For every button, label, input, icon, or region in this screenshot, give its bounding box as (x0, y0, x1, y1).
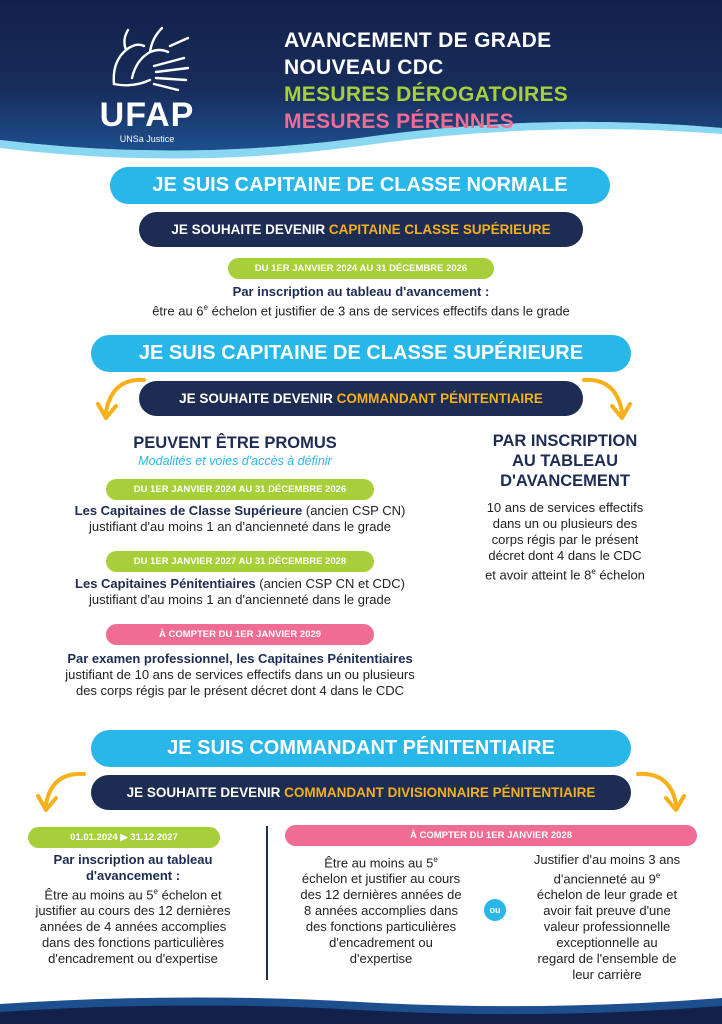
section3-far-line7: regard de l'ensemble de (537, 951, 677, 967)
section2-left-subheading: Modalités et voies d'accès à définir (138, 454, 332, 468)
section2-right-line3: corps régis par le présent (491, 532, 639, 547)
section1-period: DU 1ER JANVIER 2024 AU 31 DÉCEMBRE 2026 (228, 258, 494, 279)
section2-right-line4: décret dont 4 dans le CDC (488, 548, 642, 563)
section2-promo-1-bold: Les Capitaines de Classe Supérieure (74, 503, 303, 518)
section3-left-line1b: échelon et (157, 887, 222, 903)
section2-promo-2-bold: Les Capitaines Pénitentiaires (75, 576, 256, 591)
section3-left-line2: justifier au cours des 12 dernières (35, 903, 231, 919)
curved-arrow-left-icon (36, 766, 88, 816)
section2-promo-1-line2: justifiant d'au moins 1 an d'ancienneté dans le grade (88, 519, 391, 534)
logo-subtitle: UNSa Justice (119, 134, 175, 144)
section3-left-line3: années de 4 années accomplies (39, 919, 227, 935)
section1-text-sup: e (203, 303, 208, 312)
section3-far-line2a: d'ancienneté au 9 (553, 871, 656, 887)
section3-left-line1a: Être au moins au 5 (44, 887, 154, 903)
section2-promo-2-line2: justifiant d'au moins 1 an d'ancienneté dans le grade (88, 592, 391, 607)
section3-left-bold1: Par inscription au tableau (53, 852, 213, 867)
section2-wish-prefix: JE SOUHAITE DEVENIR (179, 391, 337, 406)
section3-far-line2sup: e (655, 871, 661, 880)
header-titles (284, 27, 568, 135)
section1-text-a: être au 6 (152, 303, 204, 319)
section2-period-1: DU 1ER JANVIER 2024 AU 31 DÉCEMBRE 2026 (106, 479, 374, 500)
section3-far-line5: valeur professionnelle (543, 919, 671, 935)
section1-wish (139, 212, 583, 247)
section3-mid-line1a: Être au moins au 5 (324, 855, 434, 871)
title-line-4: MESURES PÉRENNES (284, 110, 515, 133)
logo-name: UFAP (99, 96, 195, 134)
section2-right-line5a: et avoir atteint le 8 (485, 567, 592, 583)
section1-text (90, 284, 632, 319)
section3-title: JE SUIS COMMANDANT PÉNITENTIAIRE (91, 730, 631, 767)
section2-wish (139, 381, 583, 416)
section1-title: JE SUIS CAPITAINE DE CLASSE NORMALE (110, 167, 610, 204)
section2-promo-3-line2: justifiant de 10 ans de services effectifs dans un ou plusieurs (65, 667, 415, 682)
footer-wave (0, 990, 722, 1024)
section3-far-right-text (510, 852, 704, 983)
section2-right-heading (455, 431, 675, 491)
curved-arrow-right-icon (634, 766, 686, 816)
section2-title: JE SUIS CAPITAINE DE CLASSE SUPÉRIEURE (91, 335, 631, 372)
section3-mid-line4: 8 années accomplies dans (304, 903, 458, 919)
section3-far-line6: exceptionnelle au (556, 935, 658, 951)
section2-promo-3 (20, 651, 460, 699)
curved-arrow-right-icon (580, 374, 632, 424)
section3-mid-line3: des 12 dernières années de (300, 887, 462, 903)
section3-mid-line7: d'expertise (349, 951, 413, 967)
section3-mid-line6: d'encadrement ou (329, 935, 433, 951)
section3-far-line8: leur carrière (572, 967, 642, 983)
section2-period-3: À COMPTER DU 1ER JANVIER 2029 (106, 624, 374, 645)
title-line-3: MESURES DÉROGATOIRES (284, 83, 569, 106)
section2-promo-1 (30, 503, 450, 535)
title-line-2: NOUVEAU CDC (284, 56, 444, 79)
section2-right-text (455, 500, 675, 583)
section2-right-heading-1: PAR INSCRIPTION (492, 432, 638, 450)
section3-left-line5: d'encadrement ou d'expertise (48, 951, 218, 967)
section3-wish-target: COMMANDANT DIVISIONNAIRE PÉNITENTIAIRE (284, 785, 596, 800)
section2-right-line2: dans un ou plusieurs des (492, 516, 638, 531)
section3-wish (91, 775, 631, 810)
section1-text-b: échelon et justifier de 3 ans de services effectifs dans le grade (207, 303, 570, 319)
section2-promo-3-line3: des corps régis par le présent décret dont 4 dans le CDC (75, 683, 405, 698)
section2-promo-3-bold: Par examen professionnel, les Capitaines Pénitentiaires (67, 651, 413, 666)
header-banner (0, 0, 722, 165)
section3-left-line4: dans des fonctions particulières (41, 935, 225, 951)
section2-promo-2-rest: (ancien CSP CN et CDC) (255, 576, 405, 591)
section3-middle-text (282, 852, 480, 967)
section2-right-heading-3: D'AVANCEMENT (500, 472, 630, 490)
section3-mid-line2: échelon et justifier au cours (301, 871, 461, 887)
section3-far-line4: avoir fait preuve d'une (543, 903, 671, 919)
section2-promo-2 (30, 576, 450, 608)
bird-icon (92, 22, 202, 98)
ufap-logo (92, 22, 202, 152)
section3-wish-prefix: JE SOUHAITE DEVENIR (126, 785, 285, 800)
section3-mid-line5: des fonctions particulières (305, 919, 457, 935)
section2-right-line1: 10 ans de services effectifs (486, 500, 644, 515)
column-divider (266, 826, 268, 980)
section3-far-line3: échelon de leur grade et (536, 887, 678, 903)
section2-right-line5sup: e (591, 567, 596, 576)
section1-bold: Par inscription au tableau d'avancement : (232, 284, 490, 299)
section2-right-heading-2: AU TABLEAU (511, 452, 619, 470)
section2-period-2: DU 1ER JANVIER 2027 AU 31 DÉCEMBRE 2028 (106, 551, 374, 572)
ou-badge: ou (484, 899, 506, 921)
section3-mid-line1sup: e (433, 855, 438, 864)
section3-left-period: 01.01.2024 ▶ 31.12.2027 (28, 827, 220, 848)
section2-right-line5b: échelon (595, 567, 645, 583)
section2-promo-1-rest: (ancien CSP CN) (302, 503, 406, 518)
section3-left-line1sup: e (153, 887, 158, 896)
section2-left-heading: PEUVENT ÊTRE PROMUS (133, 434, 337, 452)
section3-left-bold2: d'avancement : (85, 868, 181, 883)
section3-far-line1: Justifier d'au moins 3 ans (533, 852, 681, 867)
section2-wish-target: COMMANDANT PÉNITENTIAIRE (336, 391, 543, 406)
title-line-1: AVANCEMENT DE GRADE (284, 29, 552, 52)
section3-right-period: À COMPTER DU 1ER JANVIER 2028 (285, 825, 697, 846)
section3-left-text (8, 852, 258, 967)
section1-wish-target: CAPITAINE CLASSE SUPÉRIEURE (328, 222, 551, 237)
section1-wish-prefix: JE SOUHAITE DEVENIR (171, 222, 329, 237)
